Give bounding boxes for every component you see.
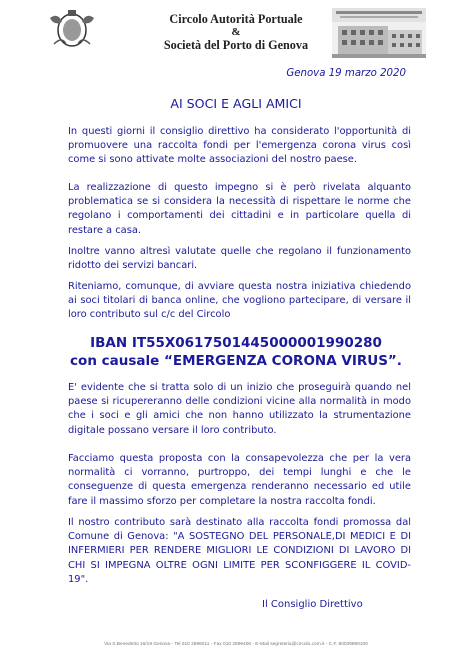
paragraph-1: In questi giorni il consiglio direttivo ha considerato l'opportunità di promuovere una raccolta fondi per l'emergenza corona virus così come si sono attivate molte associazioni del nostro paese. (68, 126, 411, 166)
paragraph-7: Il nostro contributo sarà destinato alla raccolta fondi promossa dal Comune di Genova: "A SOSTEGNO DEL PERSONALE,DI MEDICI E DI INFERMIERI PER RENDERE MIGLIORI LE CONDIZIONI DI LAVORO DI CHI SI IMPEGNA OLTRE OGNI LIMITE PER SCONFIGGERE IL COVID-19". (68, 517, 411, 585)
org-name-line3: Società del Porto di Genova (163, 38, 309, 52)
paragraph-5: E' evidente che si tratta solo di un inizio che proseguirà quando nel paese si ricupereranno delle condizioni vicine alla normalità in modo che i soci e gli amici che non hanno utilizzato la strumentazione digitale possano versare il loro contributo. (68, 382, 411, 436)
footer-contact: Via S.Benedetto 16/19 Genova - Tel 010 2896011 - Fax 010 2896406 - E-Mail segreteria@circolo.com.it - C.F. 80039890100 (104, 642, 368, 647)
paragraph-3: Inoltre vanno altresì valutate quelle che regolano il funzionamento ridotto dei servizi bancari. (68, 246, 411, 272)
signature: Il Consiglio Direttivo (262, 599, 363, 610)
org-name-line1: Circolo Autorità Portuale (169, 12, 303, 26)
causale-line: con causale “EMERGENZA CORONA VIRUS”. (70, 353, 402, 369)
letter-date: Genova 19 marzo 2020 (286, 68, 406, 79)
org-name-ampersand: & (231, 26, 241, 38)
letter-title: AI SOCI E AGLI AMICI (170, 96, 302, 111)
iban-line: IBAN IT55X0617501445000001990280 (90, 335, 382, 351)
building-photo (332, 8, 426, 58)
paragraph-2: La realizzazione di questo impegno si è però rivelata alquanto problematica se si considera la necessità di rispettare le norme che regolano i comportamenti dei cittadini e in particolare quella di restare a casa. (68, 182, 411, 236)
paragraph-6: Facciamo questa proposta con la consapevolezza che per la vera normalità ci vorranno, purtroppo, dei tempi lunghi e che le conseguenze di questa emergenza renderanno necessario ed utile fare il massimo sforzo per completare la nostra raccolta fondi. (68, 453, 411, 507)
paragraph-4: Riteniamo, comunque, di avviare questa nostra iniziativa chiedendo ai soci titolari di banca online, che vogliono partecipare, di versare il loro contributo sul c/c del Circolo (68, 281, 411, 321)
